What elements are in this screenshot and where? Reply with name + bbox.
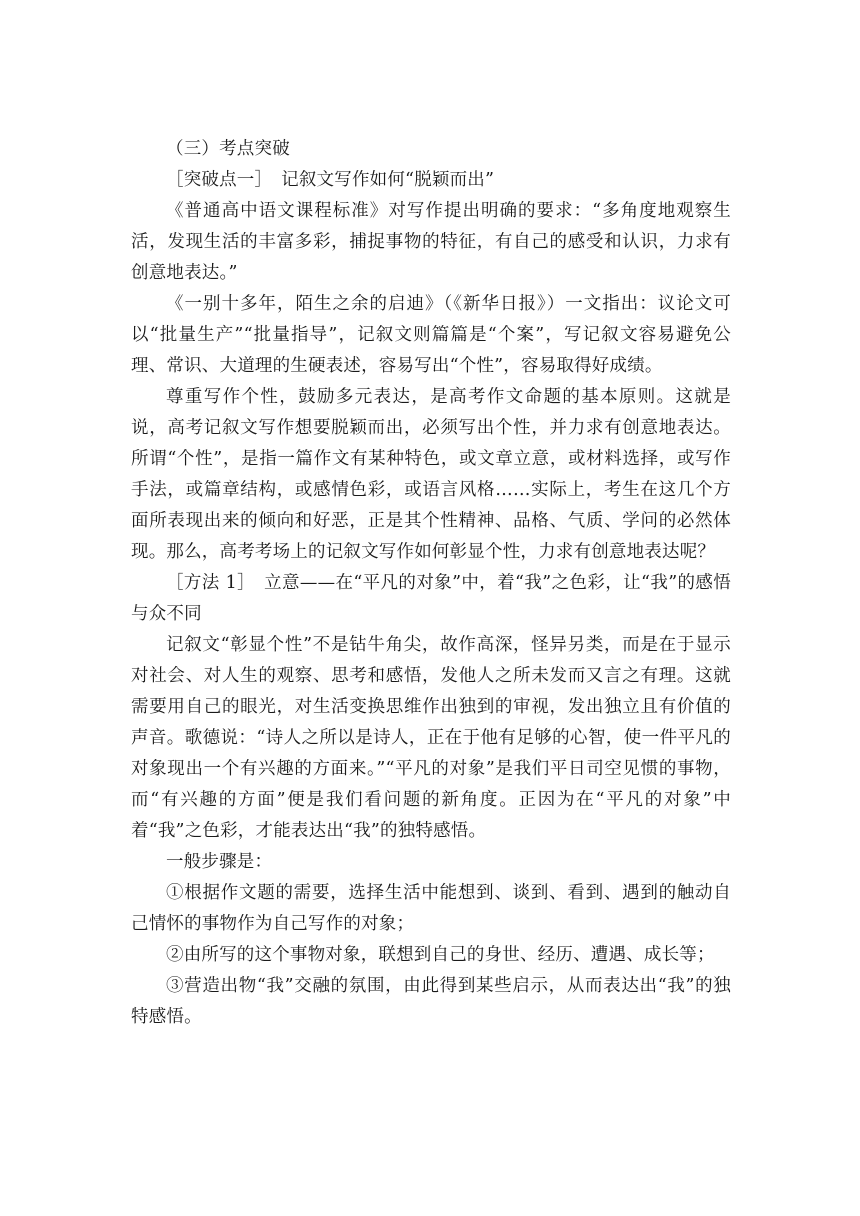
section-heading: （三）考点突破 [166, 139, 290, 159]
paragraph-newspaper-quote: 《一别十多年，陌生之余的启迪》（《新华日报》）一文指出：议论文可以“批量生产”“批量指导”，记叙文则篇篇是“个案”，写记叙文容易避免公理、常识、大道理的生硬表述，容易写出“个性”，容易取得好成绩。 [131, 294, 731, 376]
step-3: ③营造出物“我”交融的氛围，由此得到某些启示，从而表达出“我”的独特感悟。 [131, 976, 731, 1027]
paragraph-method-explanation: 记叙文“彰显个性”不是钻牛角尖，故作高深，怪异另类，而是在于显示对社会、对人生的观察、思考和感悟，发他人之所未发而又言之有理。这就需要用自己的眼光，对生活变换思维作出独到的审视，发出独立且有价值的声音。歌德说：“诗人之所以是诗人，正在于他有足够的心智，使一件平凡的对象现出一个有兴趣的方面来。”“平凡的对象”是我们平日司空见惯的事物，而“有兴趣的方面”便是我们看问题的新角度。正因为在“平凡的对象”中着“我”之色彩，才能表达出“我”的独特感悟。 [131, 635, 731, 841]
step-2: ②由所写的这个事物对象，联想到自己的身世、经历、遭遇、成长等； [166, 945, 715, 965]
paragraph-individuality: 尊重写作个性，鼓励多元表达，是高考作文命题的基本原则。这就是说，高考记叙文写作想要脱颖而出，必须写出个性，并力求有创意地表达。所谓“个性”，是指一篇作文有某种特色，或文章立意，或材料选择，或写作手法，或篇章结构，或感情色彩，或语言风格……实际上，考生在这几个方面所表现出来的倾向和好恶，正是其个性精神、品格、气质、学问的必然体现。那么，高考考场上的记叙文写作如何彰显个性，力求有创意地表达呢？ [131, 387, 731, 562]
method-heading: ［方法 1］ 立意——在“平凡的对象”中，着“我”之色彩，让“我”的感悟与众不同 [131, 573, 731, 624]
document-body [131, 134, 731, 1033]
paragraph-curriculum-standard: 《普通高中语文课程标准》对写作提出明确的要求：“多角度地观察生活，发现生活的丰富多彩，捕捉事物的特征，有自己的感受和认识，力求有创意地表达。” [131, 201, 731, 283]
breakthrough-point-heading: ［突破点一］ 记叙文写作如何“脱颖而出” [166, 170, 495, 190]
step-1: ①根据作文题的需要，选择生活中能想到、谈到、看到、遇到的触动自己情怀的事物作为自己写作的对象； [131, 883, 731, 934]
steps-intro: 一般步骤是： [166, 852, 273, 872]
